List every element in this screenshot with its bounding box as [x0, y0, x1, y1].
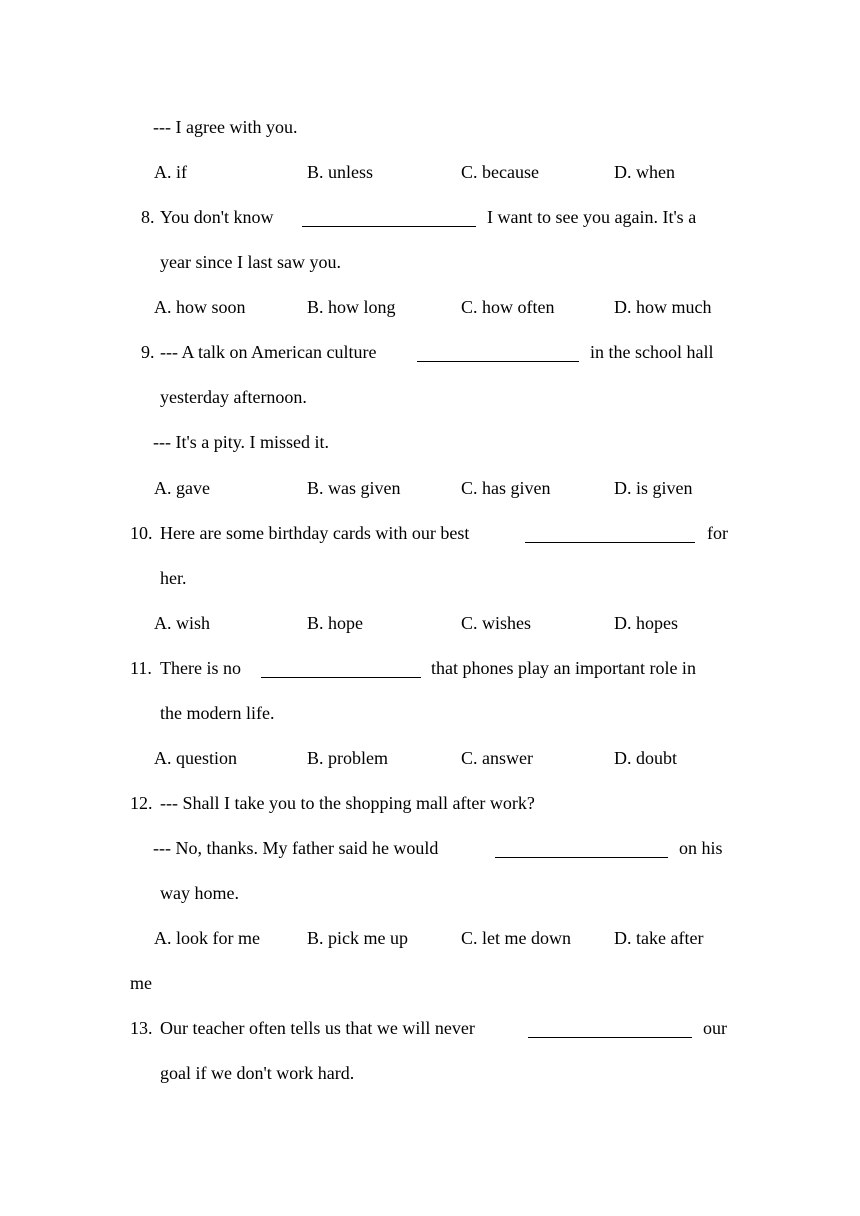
question-stem: Here are some birthday cards with our best	[160, 523, 470, 543]
question-number: 9.	[141, 342, 155, 362]
q7-reply: --- I agree with you.	[153, 117, 298, 137]
answer-blank[interactable]	[261, 677, 421, 678]
option-a[interactable]: A. wish	[154, 613, 211, 633]
option-a[interactable]: A. if	[154, 162, 187, 182]
question-number: 11.	[130, 658, 152, 678]
question-stem: --- A talk on American culture	[160, 342, 377, 362]
option-b[interactable]: B. pick me up	[307, 928, 408, 948]
option-c[interactable]: C. because	[461, 162, 539, 182]
question-number: 13.	[130, 1018, 153, 1038]
question-reply: --- It's a pity. I missed it.	[153, 432, 330, 452]
option-a[interactable]: A. question	[154, 748, 237, 768]
question-stem-line2: her.	[160, 568, 187, 588]
answer-blank[interactable]	[528, 1037, 692, 1038]
option-b[interactable]: B. hope	[307, 613, 363, 633]
question-number: 8.	[141, 207, 155, 227]
question-stem-continued: our	[703, 1018, 727, 1038]
question-stem-line2: year since I last saw you.	[160, 252, 341, 272]
option-c[interactable]: C. answer	[461, 748, 533, 768]
question-reply: --- No, thanks. My father said he would	[153, 838, 439, 858]
option-d[interactable]: D. when	[614, 162, 675, 182]
option-c[interactable]: C. let me down	[461, 928, 571, 948]
answer-blank[interactable]	[525, 542, 695, 543]
question-stem-line2: the modern life.	[160, 703, 275, 723]
question-stem-continued: for	[707, 523, 728, 543]
option-c[interactable]: C. has given	[461, 478, 551, 498]
option-d[interactable]: D. take after	[614, 928, 704, 948]
question-stem: Our teacher often tells us that we will never	[160, 1018, 475, 1038]
option-d[interactable]: D. doubt	[614, 748, 677, 768]
option-a[interactable]: A. how soon	[154, 297, 246, 317]
question-reply-line3: way home.	[160, 883, 239, 903]
option-a[interactable]: A. gave	[154, 478, 210, 498]
option-d[interactable]: D. is given	[614, 478, 693, 498]
question-stem-continued: I want to see you again. It's a	[487, 207, 697, 227]
option-b[interactable]: B. was given	[307, 478, 401, 498]
option-d[interactable]: D. hopes	[614, 613, 678, 633]
question-stem: You don't know	[160, 207, 274, 227]
answer-blank[interactable]	[302, 226, 476, 227]
answer-blank[interactable]	[495, 857, 668, 858]
question-stem-continued: that phones play an important role in	[431, 658, 696, 678]
option-b[interactable]: B. problem	[307, 748, 388, 768]
option-a[interactable]: A. look for me	[154, 928, 260, 948]
question-reply-continued: on his	[679, 838, 723, 858]
question-number: 10.	[130, 523, 153, 543]
question-stem: --- Shall I take you to the shopping mall after work?	[160, 793, 535, 813]
question-stem-line2: yesterday afternoon.	[160, 387, 307, 407]
option-c[interactable]: C. wishes	[461, 613, 532, 633]
question-stem-continued: in the school hall	[590, 342, 714, 362]
answer-blank[interactable]	[417, 361, 579, 362]
option-d[interactable]: D. how much	[614, 297, 712, 317]
option-c[interactable]: C. how often	[461, 297, 555, 317]
question-stem: There is no	[160, 658, 241, 678]
question-number: 12.	[130, 793, 153, 813]
option-b[interactable]: B. how long	[307, 297, 396, 317]
option-b[interactable]: B. unless	[307, 162, 374, 182]
question-stem-line2: goal if we don't work hard.	[160, 1063, 355, 1083]
option-d-wrap: me	[130, 973, 152, 993]
